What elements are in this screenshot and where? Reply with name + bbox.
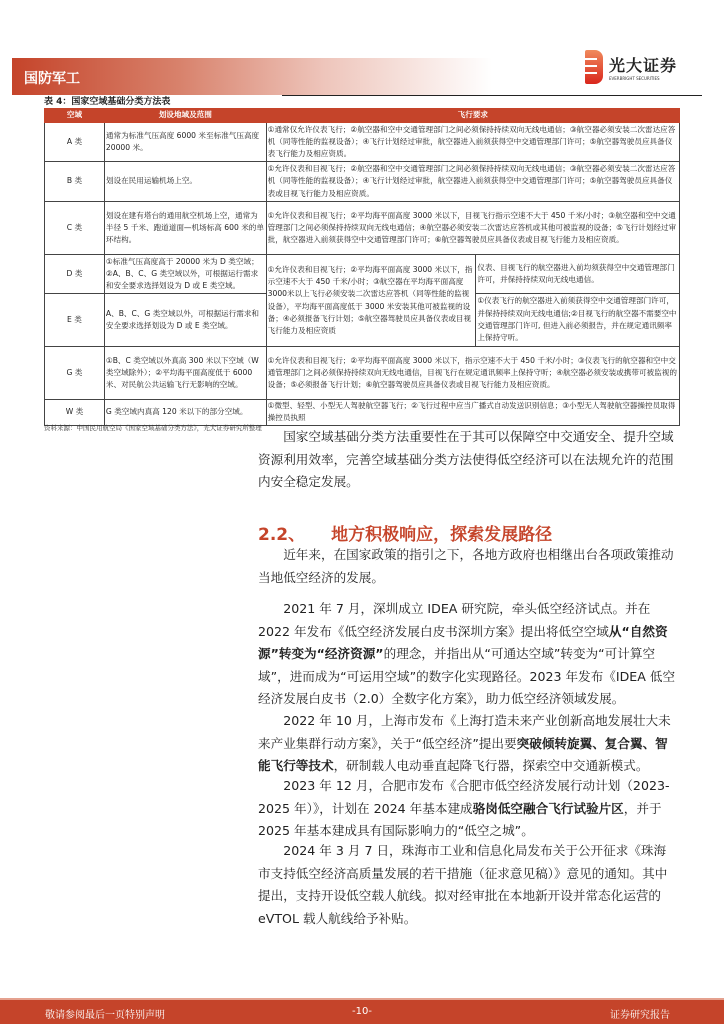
text-segment: 2021 年 7 月，深圳成立 IDEA 研究院，牵头低空经济试点。并在 2022 年发布《低空经济发展白皮书深圳方案》提出将低空空域 xyxy=(258,601,651,639)
table-source: 资料来源：中国民用航空局《国家空域基础分类方法》，光大证券研究所整理 xyxy=(44,424,262,432)
footer-bar xyxy=(0,998,724,1024)
cell: ①B、C 类空域以外真高 300 米以下空域（W 类空域除外）；②平均海平面高度低于 6000 米、对民航公共运输飞行无影响的空域。 xyxy=(104,347,266,400)
cell: ①允许仪表和目视飞行；②平均海平面高度 3000 米以下，指示空速不大于 450 千米/小时；③航空器在平均海平面高度3000米以上飞行必须安装二次雷达应答机（同等性能的监视设备），平均海平面高度低于 3000 米安装其他可被监视的设备；④必须报备飞行计划；⑤航空器驾驶员应具备仪表或目视飞行能力及相应资质 xyxy=(266,255,476,347)
cell: G 类 xyxy=(45,347,105,400)
table-row xyxy=(45,202,680,255)
cell: ①允许仪表和目视飞行；②航空器和空中交通管理部门之间必须保持持续双向无线电通信；③航空器必须安装二次雷达应答机（同等性能的监视设备）；④飞行计划经过审批，航空器进入前须获得空中交通管理部门许可；⑤航空器驾驶员应具备仪表或目视飞行能力及相应资质。 xyxy=(266,162,679,202)
table-row xyxy=(45,400,680,426)
logo-cn: 光大证券 xyxy=(609,56,678,75)
cell: ①允许仪表和目视飞行；②平均海平面高度 3000 米以下，指示空速不大于 450 千米/小时；③仪表飞行的航空器和空中交通管理部门之间必须保持持续双向无线电通信，目视飞行在规定通讯频率上保持守听；④航空器必须安装或携带可被监视的设备；⑤必须报备飞行计划；⑥航空器驾驶员应具备仪表或目视飞行能力及相应资质。 xyxy=(266,347,679,400)
logo-en: EVERBRIGHT SECURITIES xyxy=(609,76,660,81)
paragraph xyxy=(258,598,678,711)
company-logo xyxy=(585,50,677,84)
footer-report-type: 证券研究报告 xyxy=(610,1010,670,1021)
cell: 划设在民用运输机场上空。 xyxy=(104,162,266,202)
cell: B 类 xyxy=(45,162,105,202)
text-segment: 国家空域基础分类方法重要性在于其可以保障空中交通安全、提升空域资源利用效率，完善空域基础分类方法使得低空经济可以在法规允许的范围内安全稳定发展。 xyxy=(258,429,674,489)
text-segment: 2024 年 3 月 7 日，珠海市工业和信息化局发布关于公开征求《珠海市支持低空经济高质量发展的若干措施（征求意见稿）》意见的通知。其中提出，支持开设低空载人航线。拟对经审批在本地新开设并常态化运营的 eVTOL 载人航线给予补贴。 xyxy=(258,843,668,926)
bold-text: 突破倾转旋翼、复合翼、智能飞行等技术 xyxy=(258,735,668,773)
text-segment: ，并于 2025 年基本建成具有国际影响力的“低空之城”。 xyxy=(258,800,662,838)
page-number: -10- xyxy=(352,1006,372,1017)
cell: W 类 xyxy=(45,400,105,426)
cell: ①仪表飞行的航空器进入前须获得空中交通管理部门许可，并保持持续双向无线电通信;②目视飞行的航空器不需要空中交通管理部门许可, 但进入前必须报告，并在规定通讯频率上保持守听。 xyxy=(476,294,680,347)
section-heading xyxy=(258,520,552,545)
paragraph xyxy=(258,544,678,589)
cell: A、B、C、G 类空域以外，可根据运行需求和安全要求选择划设为 D 或 E 类空域。 xyxy=(104,294,266,347)
cell: A 类 xyxy=(45,123,105,162)
col-header: 空域 xyxy=(45,109,105,123)
text-segment: ，研制载人电动垂直起降飞行器，探索空中交通新模式。 xyxy=(333,758,649,773)
paragraph xyxy=(258,840,678,930)
cell: ①标准气压高度高于 20000 米为 D 类空域；②A、B、C、G 类空域以外，可根据运行需求和安全要求选择划设为 D 或 E 类空域。 xyxy=(104,255,266,294)
table-title: 表 4：国家空域基础分类方法表 xyxy=(44,97,171,107)
logo-mark-icon xyxy=(585,50,603,84)
header-divider xyxy=(282,95,702,96)
text-segment: 近年来，在国家政策的指引之下，各地方政府也相继出台各项政策推动当地低空经济的发展。 xyxy=(258,547,674,585)
cell: ①微型、轻型、小型无人驾驶航空器飞行；②飞行过程中应当广播式自动发送识别信息；③小型无人驾驶航空器操控员取得操控员执照 xyxy=(266,400,679,426)
cell: C 类 xyxy=(45,202,105,255)
table-row xyxy=(45,347,680,400)
table-header-row xyxy=(45,109,680,123)
bold-text: 从“自然资源”转变为“经济资源” xyxy=(258,623,668,661)
text-segment: 的理念，并指出从“可通达空域”转变为“可计算空域”，进而成为“可运用空域”的数字化实现路径。2023 年发布《IDEA 低空经济发展白皮书（2.0）全数字化方案》，助力低空经济领域发展。 xyxy=(258,646,676,706)
table-row xyxy=(45,123,680,162)
paragraph xyxy=(258,775,678,843)
cell: E 类 xyxy=(45,294,105,347)
footer-disclaimer: 敬请参阅最后一页特别声明 xyxy=(45,1010,165,1021)
cell: 划设在建有塔台的通用航空机场上空，通常为半径 5 千米、跑道道面—机场标高 600 米的单环结构。 xyxy=(104,202,266,255)
cell: ①允许仪表和目视飞行；②平均海平面高度 3000 米以下，目视飞行指示空速不大于 450 千米/小时；③航空器和空中交通管理部门之间必须保持持续双向无线电通信；④航空器必须安装二次雷达应答机或其他可被监视的设备；⑤飞行计划经过审批，航空器进入前须获得空中交通管理部门许可；⑥航空器驾驶员应具备仪表或目视飞行能力及相应资质。 xyxy=(266,202,679,255)
cell: D 类 xyxy=(45,255,105,294)
bold-text: 骆岗低空融合飞行试验片区 xyxy=(472,800,624,816)
paragraph xyxy=(258,426,678,494)
table-row xyxy=(45,162,680,202)
cell: 仪表、目视飞行的航空器进入前均须获得空中交通管理部门许可，并保持持续双向无线电通信。 xyxy=(476,255,680,294)
section-heading-text: 地方积极响应，探索发展路径 xyxy=(331,525,553,545)
cell: ①通常仅允许仪表飞行；②航空器和空中交通管理部门之间必须保持持续双向无线电通信；③航空器必须安装二次雷达应答机（同等性能的监视设备）；④飞行计划经过审批，航空器进入前须获得空中交通管理部门许可；⑤航空器驾驶员应具备仪表飞行能力及相应资质。 xyxy=(266,123,679,162)
section-header-bar xyxy=(12,58,492,95)
text-segment: 2022 年 10 月，上海市发布《上海打造未来产业创新高地发展壮大未来产业集群行动方案》，关于“低空经济”提出要 xyxy=(258,713,671,751)
col-header: 划设地域及范围 xyxy=(104,109,266,123)
cell: G 类空域内真高 120 米以下的部分空域。 xyxy=(104,400,266,426)
section-number: 2.2、 xyxy=(258,525,306,545)
cell: 通常为标准气压高度 6000 米至标准气压高度 20000 米。 xyxy=(104,123,266,162)
airspace-table xyxy=(44,108,680,426)
text-segment: 2023 年 12 月，合肥市发布《合肥市低空经济发展行动计划（2023-2025 年）》，计划在 2024 年基本建成 xyxy=(258,778,670,816)
paragraph xyxy=(258,710,678,778)
table-row xyxy=(45,255,680,294)
col-header: 飞行要求 xyxy=(266,109,679,123)
section-title: 国防军工 xyxy=(24,71,80,87)
